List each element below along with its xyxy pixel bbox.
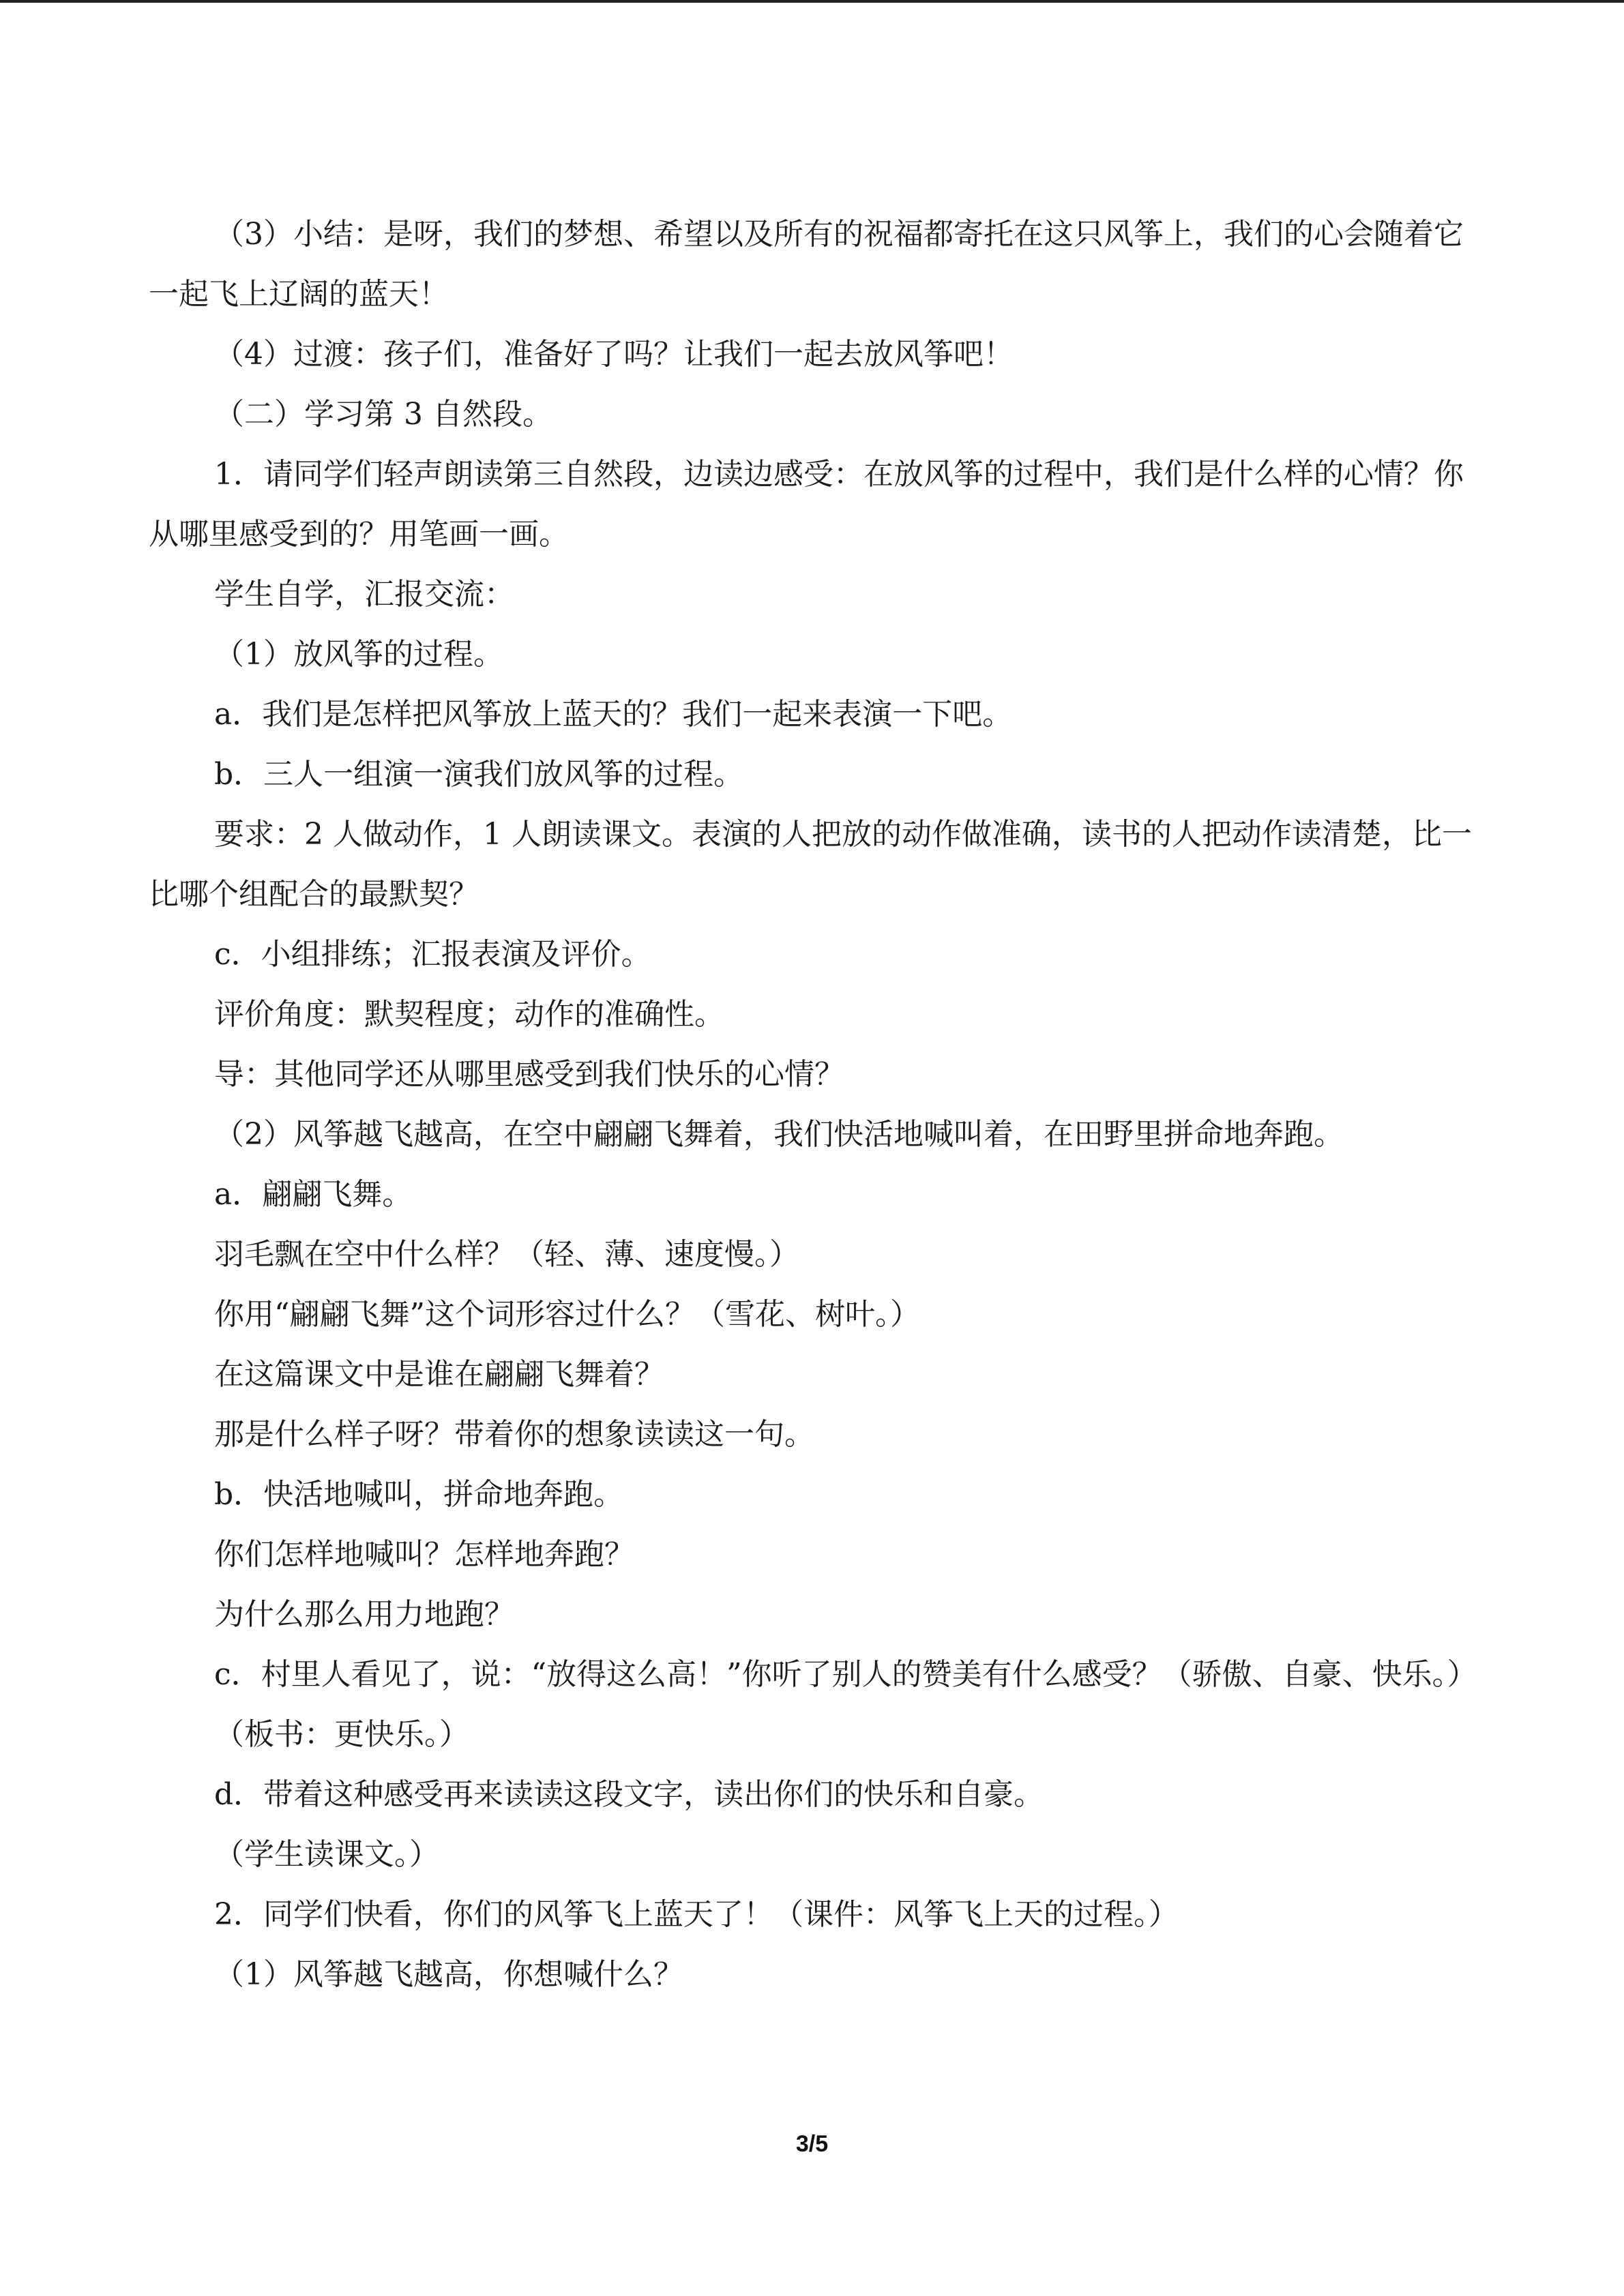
page-number: 3/5 <box>795 2131 829 2157</box>
paragraph: 导：其他同学还从哪里感受到我们快乐的心情？ <box>214 1057 844 1092</box>
paragraph: b．快活地喊叫，拼命地奔跑。 <box>214 1477 624 1512</box>
paragraph: d．带着这种感受再来读读这段文字，读出你们的快乐和自豪。 <box>214 1777 1044 1812</box>
paragraph: 在这篇课文中是谁在翩翩飞舞着？ <box>214 1357 664 1392</box>
paragraph: （板书：更快乐。） <box>214 1717 469 1752</box>
paragraph: 学生自学，汇报交流： <box>214 577 514 612</box>
paragraph: （1）风筝越飞越高，你想喊什么？ <box>214 1957 683 1992</box>
paragraph: a．翩翩飞舞。 <box>214 1177 413 1212</box>
paragraph: （二）学习第 3 自然段。 <box>214 397 552 432</box>
paragraph: a．我们是怎样把风筝放上蓝天的？我们一起来表演一下吧。 <box>214 697 1013 732</box>
paragraph: c．村里人看见了，说：“放得这么高！”你听了别人的赞美有什么感受？（骄傲、自豪、快乐。） <box>214 1657 1477 1692</box>
paragraph: 2．同学们快看，你们的风筝飞上蓝天了！（课件：风筝飞上天的过程。） <box>214 1897 1179 1932</box>
paragraph: b．三人一组演一演我们放风筝的过程。 <box>214 757 744 792</box>
paragraph: 羽毛飘在空中什么样？（轻、薄、速度慢。） <box>214 1237 799 1272</box>
paragraph: （4）过渡：孩子们，准备好了吗？让我们一起去放风筝吧！ <box>214 337 1014 372</box>
paragraph: c．小组排练；汇报表演及评价。 <box>214 937 651 972</box>
paragraph: 为什么那么用力地跑？ <box>214 1597 514 1632</box>
paragraph: 那是什么样子呀？带着你的想象读读这一句。 <box>214 1417 814 1452</box>
paragraph: 评价角度：默契程度；动作的准确性。 <box>214 997 724 1032</box>
paragraph: （学生读课文。） <box>214 1837 439 1872</box>
paragraph: 要求：2 人做动作，1 人朗读课文。表演的人把放的动作做准确，读书的人把动作读清楚，比一比哪个组配合的最默契？ <box>149 817 1472 912</box>
document-body <box>149 205 1480 2005</box>
paragraph: （1）放风筝的过程。 <box>214 637 503 672</box>
paragraph: （3）小结：是呀，我们的梦想、希望以及所有的祝福都寄托在这只风筝上，我们的心会随着它一起飞上辽阔的蓝天！ <box>149 217 1464 312</box>
paragraph: 你们怎样地喊叫？怎样地奔跑？ <box>214 1537 634 1572</box>
paragraph: （2）风筝越飞越高，在空中翩翩飞舞着，我们快活地喊叫着，在田野里拼命地奔跑。 <box>214 1117 1344 1152</box>
paragraph: 1．请同学们轻声朗读第三自然段，边读边感受：在放风筝的过程中，我们是什么样的心情？你从哪里感受到的？用笔画一画。 <box>149 457 1464 552</box>
top-border-line <box>0 0 1624 3</box>
paragraph: 你用“翩翩飞舞”这个词形容过什么？（雪花、树叶。） <box>214 1297 920 1332</box>
